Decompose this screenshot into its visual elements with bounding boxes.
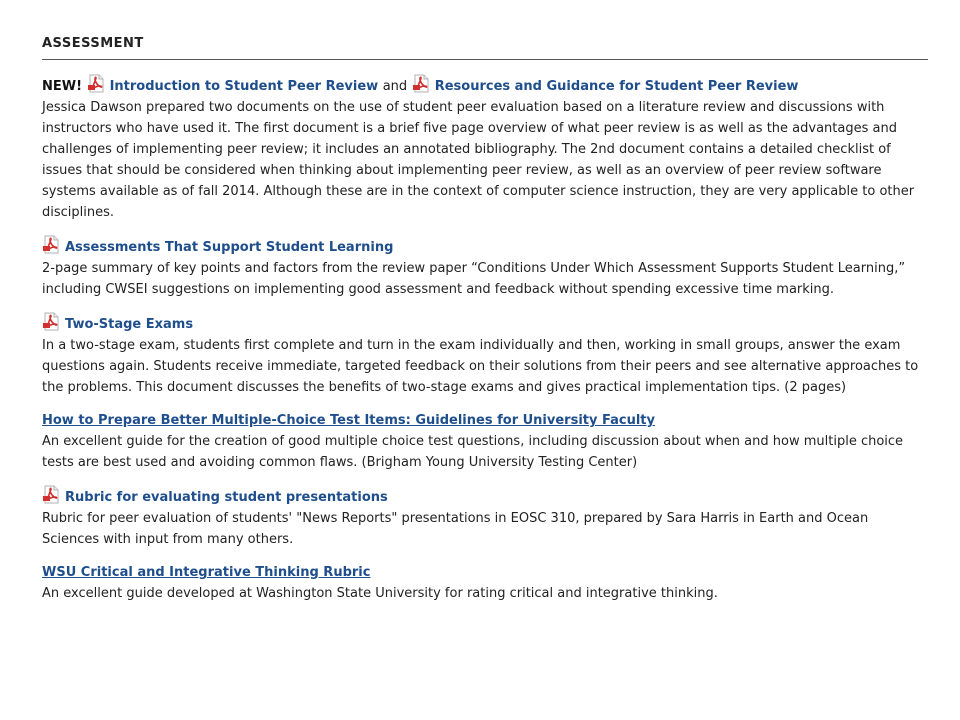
entry-heading: [42, 410, 928, 431]
section-title: ASSESSMENT: [42, 36, 928, 60]
entry-heading: [42, 74, 928, 97]
entry-heading: [42, 485, 928, 508]
pdf-icon[interactable]: [42, 485, 60, 504]
two-stage-exams-link[interactable]: Two-Stage Exams: [65, 317, 194, 332]
wsu-rubric-link[interactable]: WSU Critical and Integrative Thinking Rubric: [42, 565, 371, 580]
entry-heading: [42, 235, 928, 258]
pdf-icon[interactable]: [42, 235, 60, 254]
entry-description: In a two-stage exam, students first complete and turn in the exam individually and then, working in small groups, answer the exam questions again. Students receive immediate, targeted feedback on their solutions from their peers and see alternative approaches to the problems. This document discusses the benefits of two-stage exams and gives practical implementation tips. (2 pages): [42, 338, 919, 395]
multiple-choice-guide-link[interactable]: How to Prepare Better Multiple-Choice Test Items: Guidelines for University Faculty: [42, 413, 655, 428]
entry-description: Jessica Dawson prepared two documents on the use of student peer evaluation based on a literature review and discussions with instructors who have used it. The first document is a brief five page overview of what peer review is as well as the advantages and challenges of implementing peer review; it includes an annotated bibliography. The 2nd document contains a detailed checklist of issues that should be considered when thinking about implementing peer review, as well as an overview of peer review software systems available as of fall 2014. Although these are in the context of computer science instruction, they are very applicable to other disciplines.: [42, 100, 915, 220]
pdf-icon[interactable]: [412, 74, 430, 93]
assessments-link[interactable]: Assessments That Support Student Learning: [65, 240, 394, 255]
entry-description: An excellent guide for the creation of good multiple choice test questions, including discussion about when and how multiple choice tests are best used and avoiding common flaws. (Brigham Young University Testing Center): [42, 434, 904, 470]
resource-entry-wsu-rubric: [42, 562, 928, 604]
pdf-icon[interactable]: [42, 312, 60, 331]
new-badge: NEW!: [42, 79, 83, 94]
entry-description: Rubric for peer evaluation of students' "News Reports" presentations in EOSC 310, prepared by Sara Harris in Earth and Ocean Sciences with input from many others.: [42, 511, 869, 547]
entry-description: 2-page summary of key points and factors from the review paper “Conditions Under Which Assessment Supports Student Learning,” including CWSEI suggestions on implementing good assessment and feedback without spending excessive time marking.: [42, 261, 906, 297]
intro-peer-review-link[interactable]: Introduction to Student Peer Review: [109, 79, 379, 94]
and-text: and: [382, 79, 408, 94]
resource-entry-peer-review: [42, 74, 928, 223]
content-area: [42, 36, 928, 616]
pdf-icon[interactable]: [87, 74, 105, 93]
presentation-rubric-link[interactable]: Rubric for evaluating student presentations: [65, 490, 388, 505]
resource-entry-presentation-rubric: [42, 485, 928, 550]
resource-entry-multiple-choice: [42, 410, 928, 473]
entry-heading: [42, 312, 928, 335]
resource-entry-assessments: [42, 235, 928, 300]
entry-heading: [42, 562, 928, 583]
resource-entry-two-stage-exams: [42, 312, 928, 398]
entry-description: An excellent guide developed at Washington State University for rating critical and integrative thinking.: [42, 586, 718, 601]
resources-peer-review-link[interactable]: Resources and Guidance for Student Peer Review: [434, 79, 799, 94]
